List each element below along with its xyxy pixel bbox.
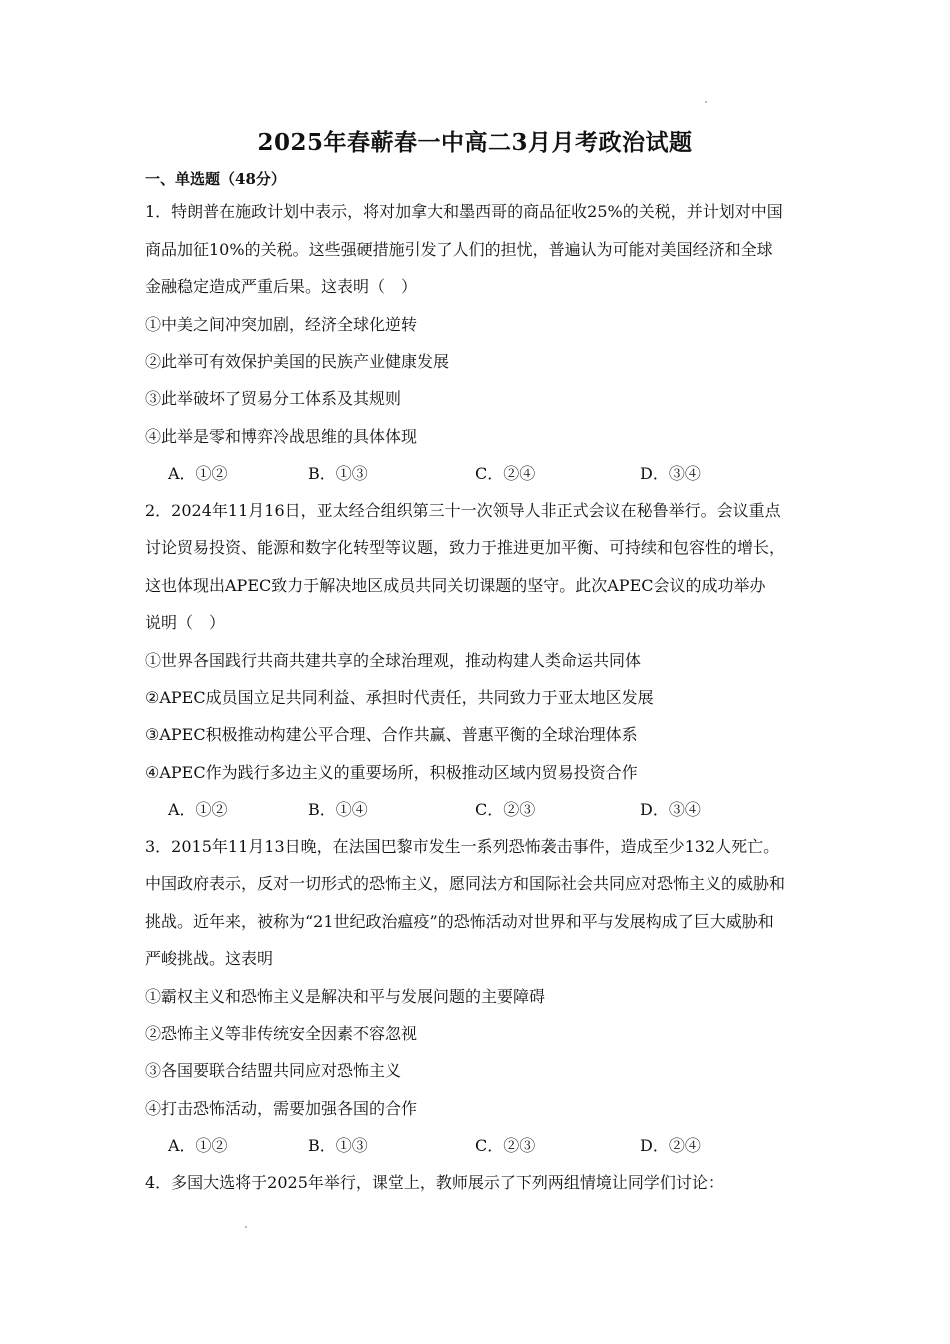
question-1-item: ②此举可有效保护美国的民族产业健康发展 xyxy=(145,352,450,371)
option-b: B．①③ xyxy=(308,1136,368,1155)
option-c: C．②③ xyxy=(475,800,536,819)
option-c: C．②③ xyxy=(475,1136,536,1155)
question-1-item: ③此举破坏了贸易分工体系及其规则 xyxy=(145,389,402,408)
question-3-item: ①霸权主义和恐怖主义是解决和平与发展问题的主要障碍 xyxy=(145,987,546,1006)
question-1-item: ④此举是零和博弈冷战思维的具体体现 xyxy=(145,427,418,446)
question-3-stem-line: 挑战。近年来，被称为“21世纪政治瘟疫”的恐怖活动对世界和平与发展构成了巨大威胁和 xyxy=(145,912,774,931)
question-2-item: ④APEC作为践行多边主义的重要场所，积极推动区域内贸易投资合作 xyxy=(145,763,638,782)
question-2-item: ③APEC积极推动构建公平合理、合作共赢、普惠平衡的全球治理体系 xyxy=(145,725,638,744)
page-title: 2025年春蕲春一中高二3月月考政治试题 xyxy=(257,129,693,156)
option-a: A．①② xyxy=(168,464,228,483)
question-3-item: ④打击恐怖活动，需要加强各国的合作 xyxy=(145,1099,418,1118)
question-2-item: ①世界各国践行共商共建共享的全球治理观，推动构建人类命运共同体 xyxy=(145,651,642,670)
option-b: B．①④ xyxy=(308,800,368,819)
question-3-item: ③各国要联合结盟共同应对恐怖主义 xyxy=(145,1061,402,1080)
question-3-stem-line: 严峻挑战。这表明 xyxy=(145,949,274,968)
option-d: D．②④ xyxy=(640,1136,701,1155)
option-a: A．①② xyxy=(168,1136,228,1155)
section-heading: 一、单选题（48分） xyxy=(145,170,286,188)
scan-speck xyxy=(705,101,707,103)
question-4-stem-line: 4．多国大选将于2025年举行，课堂上，教师展示了下列两组情境让同学们讨论： xyxy=(145,1173,724,1192)
question-2-stem-line: 2．2024年11月16日，亚太经合组织第三十一次领导人非正式会议在秘鲁举行。会议重点 xyxy=(145,501,781,520)
question-3-stem-line: 中国政府表示，反对一切形式的恐怖主义，愿同法方和国际社会共同应对恐怖主义的威胁和 xyxy=(145,874,786,893)
question-1-stem-line: 金融稳定造成严重后果。这表明（ ） xyxy=(145,277,418,296)
question-2-stem-line: 说明（ ） xyxy=(145,613,226,632)
question-3-item: ②恐怖主义等非传统安全因素不容忽视 xyxy=(145,1024,418,1043)
question-2-stem-line: 这也体现出APEC致力于解决地区成员共同关切课题的坚守。此次APEC会议的成功举办 xyxy=(145,576,766,595)
option-c: C．②④ xyxy=(475,464,536,483)
question-1-stem-line: 商品加征10%的关税。这些强硬措施引发了人们的担忧，普遍认为可能对美国经济和全球 xyxy=(145,240,773,259)
option-a: A．①② xyxy=(168,800,228,819)
question-2-stem-line: 讨论贸易投资、能源和数字化转型等议题，致力于推进更加平衡、可持续和包容性的增长， xyxy=(145,538,786,557)
question-3-stem-line: 3．2015年11月13日晚，在法国巴黎市发生一系列恐怖袭击事件，造成至少132人死亡。 xyxy=(145,837,780,856)
question-1-item: ①中美之间冲突加剧，经济全球化逆转 xyxy=(145,315,418,334)
question-1-stem-line: 1．特朗普在施政计划中表示，将对加拿大和墨西哥的商品征收25%的关税，并计划对中国 xyxy=(145,202,783,221)
scan-speck xyxy=(245,1226,247,1228)
option-b: B．①③ xyxy=(308,464,368,483)
option-d: D．③④ xyxy=(640,464,701,483)
option-d: D．③④ xyxy=(640,800,701,819)
question-2-item: ②APEC成员国立足共同利益、承担时代责任，共同致力于亚太地区发展 xyxy=(145,688,654,707)
